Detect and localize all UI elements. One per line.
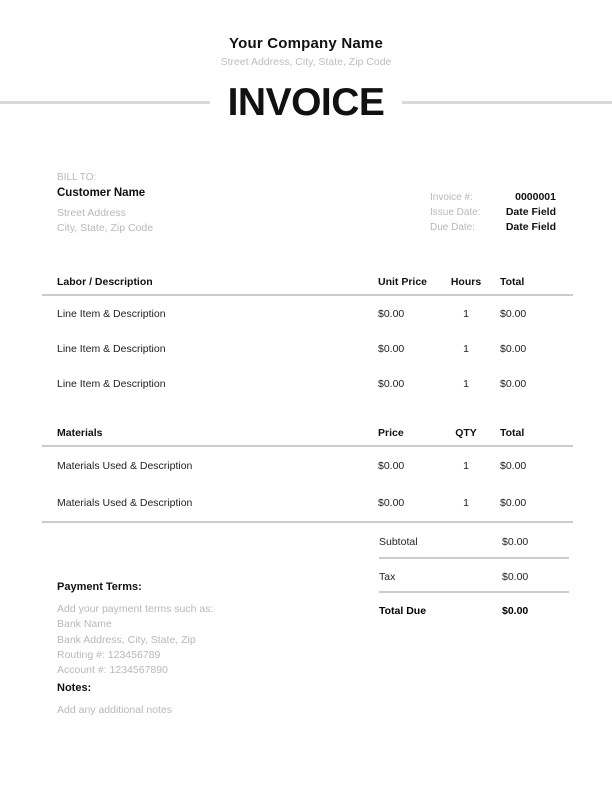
company-address[interactable]: Street Address, City, State, Zip Code	[220, 56, 392, 68]
materials-qty[interactable]: 1	[463, 459, 469, 472]
total-due-label: Total Due	[379, 605, 427, 617]
banner-rule-left	[0, 101, 210, 104]
company-name[interactable]: Your Company Name	[229, 35, 383, 52]
materials-item-description[interactable]: Materials Used & Description	[57, 496, 193, 509]
materials-header-qty: QTY	[455, 427, 477, 439]
labor-item-description[interactable]: Line Item & Description	[57, 377, 166, 390]
totals-summary	[379, 531, 569, 617]
issue-date-row	[430, 206, 556, 221]
invoice-title: INVOICE	[227, 80, 385, 124]
subtotal-value[interactable]: $0.00	[502, 536, 529, 548]
labor-header-total: Total	[500, 276, 525, 288]
materials-row	[42, 447, 573, 484]
labor-unit-price[interactable]: $0.00	[378, 342, 405, 355]
labor-hours[interactable]: 1	[463, 307, 469, 320]
bill-to-label: BILL TO:	[57, 172, 97, 183]
materials-total[interactable]: $0.00	[500, 496, 527, 509]
total-due-row	[379, 593, 569, 617]
labor-row	[42, 366, 573, 401]
labor-hours[interactable]: 1	[463, 377, 469, 390]
invoice-meta	[430, 191, 556, 236]
customer-name-field[interactable]: Customer Name	[57, 187, 146, 199]
due-date-row	[430, 221, 556, 236]
due-date-value[interactable]: Date Field	[505, 221, 556, 233]
invoice-number-value[interactable]: 0000001	[515, 191, 556, 203]
subtotal-label: Subtotal	[379, 536, 418, 548]
invoice-number-label: Invoice #:	[430, 192, 473, 203]
labor-table	[42, 276, 573, 401]
invoice-title-banner	[0, 82, 612, 122]
labor-hours[interactable]: 1	[463, 342, 469, 355]
labor-row	[42, 296, 573, 331]
notes-placeholder[interactable]: Add any additional notes	[57, 704, 173, 716]
materials-table-header	[42, 427, 573, 447]
total-due-value[interactable]: $0.00	[502, 605, 529, 617]
tax-label: Tax	[379, 571, 396, 583]
materials-qty[interactable]: 1	[463, 496, 469, 509]
due-date-label: Due Date:	[430, 222, 476, 233]
payment-terms-line[interactable]: Account #: 1234567890	[57, 664, 168, 677]
labor-table-header	[42, 276, 573, 296]
labor-header-description: Labor / Description	[57, 276, 153, 288]
customer-address-line1[interactable]: Street Address	[57, 207, 126, 219]
materials-row	[42, 484, 573, 521]
tax-value[interactable]: $0.00	[502, 571, 529, 583]
labor-header-hours: Hours	[450, 276, 482, 288]
materials-price[interactable]: $0.00	[378, 459, 405, 472]
tax-row	[379, 559, 569, 593]
labor-row	[42, 331, 573, 366]
payment-terms-line[interactable]: Routing #: 123456789	[57, 648, 161, 661]
labor-total[interactable]: $0.00	[500, 342, 527, 355]
banner-rule-right	[402, 101, 612, 104]
labor-unit-price[interactable]: $0.00	[378, 307, 405, 320]
materials-total[interactable]: $0.00	[500, 459, 527, 472]
materials-item-description[interactable]: Materials Used & Description	[57, 459, 193, 472]
materials-header-description: Materials	[57, 427, 103, 439]
labor-item-description[interactable]: Line Item & Description	[57, 307, 166, 320]
subtotal-row	[379, 531, 569, 559]
notes-heading: Notes:	[57, 682, 92, 694]
labor-header-unit-price: Unit Price	[378, 276, 428, 288]
invoice-number-row	[430, 191, 556, 206]
issue-date-label: Issue Date:	[430, 207, 481, 218]
payment-terms-line[interactable]: Add your payment terms such as:	[57, 603, 214, 615]
payment-terms-line[interactable]: Bank Name	[57, 618, 112, 631]
issue-date-value[interactable]: Date Field	[505, 206, 556, 218]
labor-total[interactable]: $0.00	[500, 377, 527, 390]
payment-terms-heading: Payment Terms:	[57, 581, 142, 593]
labor-unit-price[interactable]: $0.00	[378, 377, 405, 390]
materials-table	[42, 427, 573, 523]
labor-item-description[interactable]: Line Item & Description	[57, 342, 166, 355]
materials-price[interactable]: $0.00	[378, 496, 405, 509]
labor-total[interactable]: $0.00	[500, 307, 527, 320]
payment-terms-line[interactable]: Bank Address, City, State, Zip	[57, 633, 196, 646]
materials-header-total: Total	[500, 427, 525, 439]
payment-terms-block	[57, 602, 213, 678]
customer-address-line2[interactable]: City, State, Zip Code	[57, 222, 154, 234]
materials-header-price: Price	[378, 427, 404, 439]
